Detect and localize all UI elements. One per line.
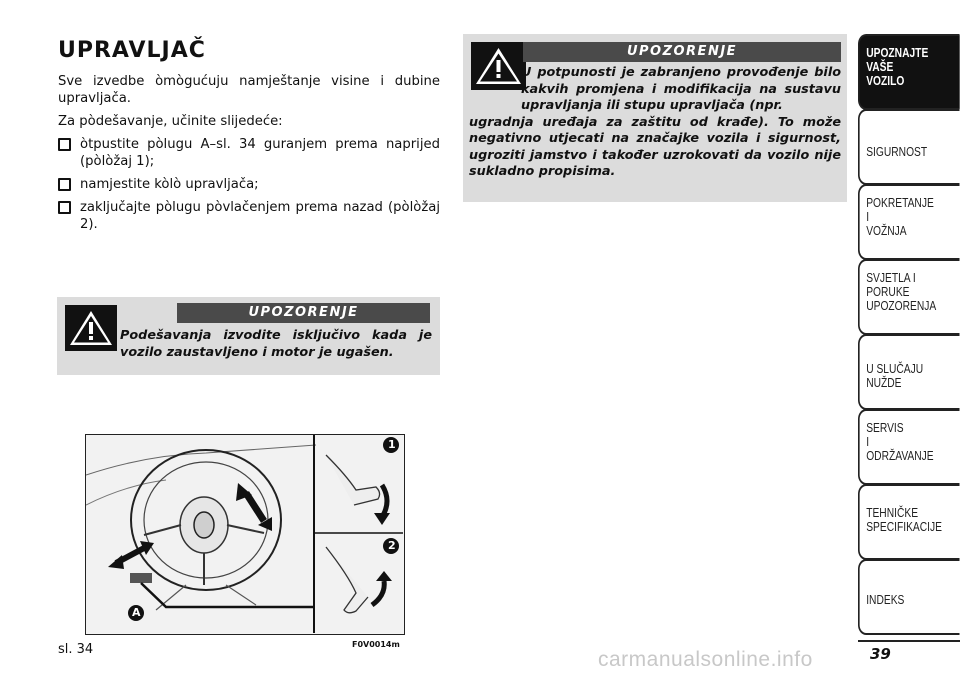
step-item — [58, 176, 440, 193]
tab-tehnicke-specifikacije[interactable]: TEHNIČKE SPECIFIKACIJE — [858, 484, 960, 560]
figure-label-a: A — [132, 606, 141, 619]
page-number-rule — [858, 640, 960, 642]
tab-indeks[interactable]: INDEKS — [858, 559, 960, 635]
warning-text-rest: ugradnja uređaja za zaštitu od krađe). To može negativno utjecati na značajke vozila i sigurnost, ugroziti jamstvo i također uzrokovati da vozilo nije sukladno propisima. — [469, 114, 841, 179]
tab-sigurnost[interactable]: SIGURNOST — [858, 109, 960, 185]
warning-box-modification — [463, 34, 847, 202]
watermark-text: carmanualsonline.info — [598, 648, 813, 671]
checkbox-bullet-icon — [58, 178, 71, 191]
tab-servis-i-odrzavanje[interactable]: SERVIS I ODRŽAVANJE — [858, 409, 960, 485]
tab-pokretanje-i-voznja[interactable]: POKRETANJE I VOŽNJA — [858, 184, 960, 260]
tab-upoznajte-vase-vozilo[interactable]: UPOZNAJTE VAŠE VOZILO — [858, 34, 960, 110]
step-text: namjestite kòlò upravljača; — [80, 177, 259, 192]
step-text: òtpustite pòlugu A–sl. 34 guranjem prema naprijed (pòlòžaj 1); — [80, 137, 440, 169]
warning-triangle-icon — [65, 305, 117, 351]
warning-text: Podešavanja izvodite isključivo kada je vozilo zaustavljeno i motor je ugašen. — [120, 328, 432, 360]
figure-label-2: 2 — [388, 539, 396, 552]
step-text: zaključajte pòlugu pòvlačenjem prema nazad (pòlòžaj 2). — [80, 200, 440, 232]
tab-svjetla-i-poruke-upozorenja[interactable]: SVJETLA I PORUKE UPOZORENJA — [858, 259, 960, 335]
intro-paragraph: Sve izvedbe òmògućuju namještanje visine i dubine upravljača. — [58, 74, 440, 106]
figure-label-1: 1 — [388, 438, 396, 451]
figure-caption: sl. 34 — [58, 642, 94, 657]
section-title: UPRAVLJAČ — [58, 38, 206, 63]
checkbox-bullet-icon — [58, 201, 71, 214]
warning-heading: UPOZORENJE — [523, 42, 841, 62]
figure-code: F0V0014m — [352, 640, 400, 649]
step-item — [58, 136, 440, 170]
steering-wheel-illustration — [86, 435, 403, 633]
warning-text-indented: U potpunosti je zabranjeno provođenje bilo kakvih promjena i modifikacija na sustavu upravljanja ili stupu upravljača (npr. — [521, 65, 841, 113]
page-number: 39 — [870, 645, 891, 663]
warning-box-adjustment — [57, 297, 440, 375]
warning-heading: UPOZORENJE — [177, 303, 430, 323]
tab-u-slucaju-nuzde[interactable]: U SLUČAJU NUŽDE — [858, 334, 960, 410]
steering-wheel-figure — [85, 434, 405, 635]
warning-text — [469, 65, 841, 181]
steps-list — [58, 136, 440, 239]
setup-lead-paragraph: Za pòdešavanje, učinite slijedeće: — [58, 114, 283, 129]
step-item — [58, 199, 440, 233]
checkbox-bullet-icon — [58, 138, 71, 151]
